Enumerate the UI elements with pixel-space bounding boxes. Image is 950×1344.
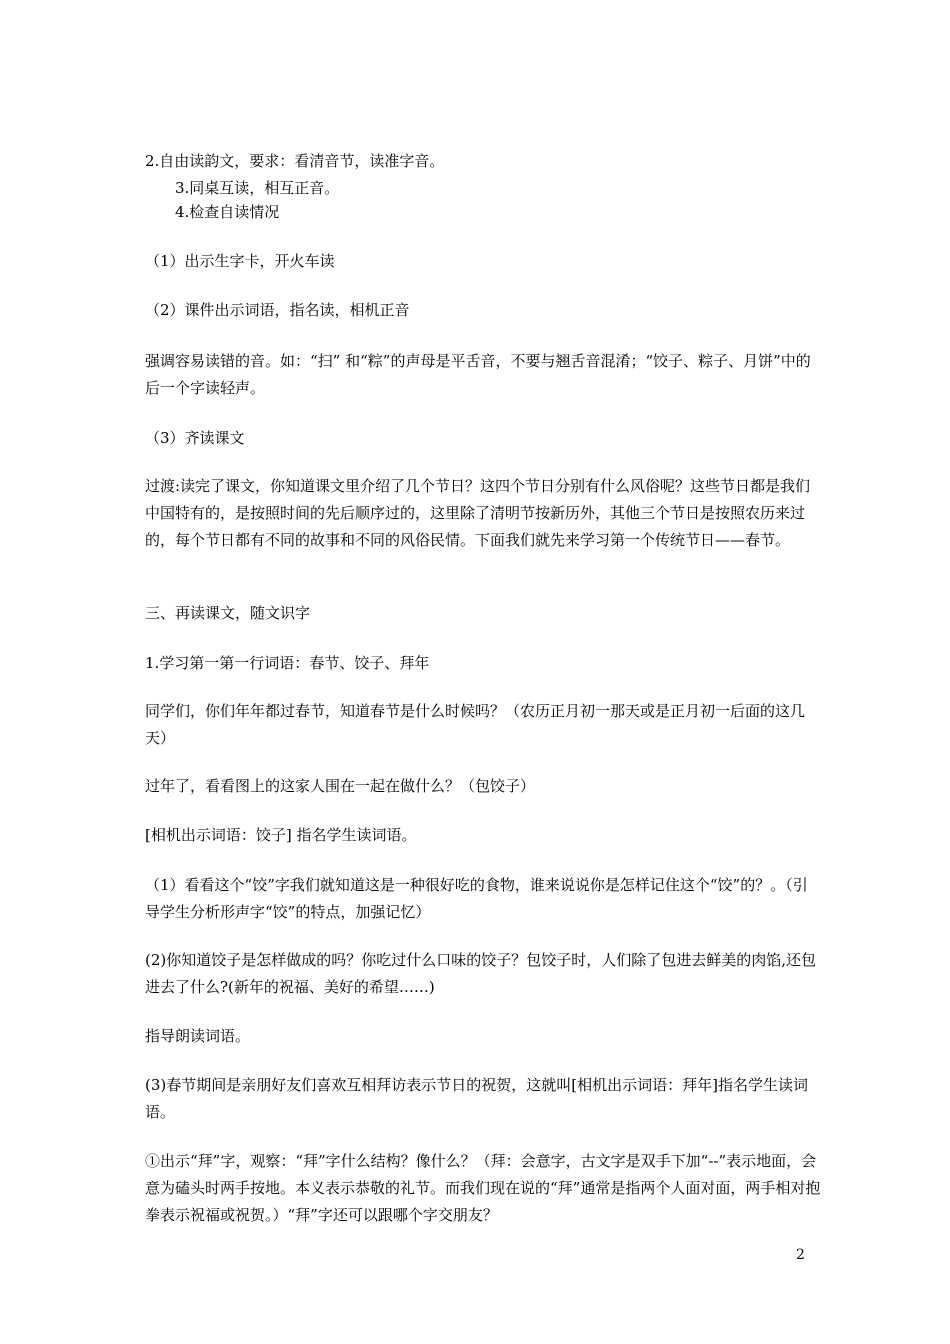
paragraph-spring-festival: 同学们，你们年年都过春节，知道春节是什么时候吗？（农历正月初一那天或是正月初一后面的这几天）	[145, 702, 806, 747]
paragraph-learn-words: 1.学习第一第一行词语：春节、饺子、拜年	[145, 654, 430, 672]
paragraph-sub-3: （3）齐读课文	[145, 429, 245, 447]
paragraph-guide-reading: 指导朗读词语。	[145, 1027, 251, 1045]
paragraph-pronunciation: 强调容易读错的音。如：“扫” 和“粽”的声母是平舌音，不要与翘舌音混淆；“饺子、粽子、月饼”中的后一个字读轻声。	[145, 352, 811, 397]
paragraph-dumplings-picture: 过年了，看看图上的这家人围在一起在做什么？（包饺子）	[145, 777, 536, 795]
paragraph-transition: 过渡:读完了课文，你知道课文里介绍了几个节日？这四个节日分别有什么风俗呢？这些节日都是我们中国特有的，是按照时间的先后顺序过的，这里除了清明节按新历外，其他三个节日是按照农历来过的，每个节日都有不同的故事和不同的风俗民情。下面我们就先来学习第一个传统节日——春节。	[145, 477, 811, 549]
page-number: 2	[796, 1247, 805, 1263]
paragraph-step-3: 3.同桌互读，相互正音。	[175, 179, 340, 197]
paragraph-show-word-jiaozi: [相机出示词语：饺子] 指名学生读词语。	[145, 826, 417, 844]
paragraph-sub-2: （2）课件出示词语，指名读，相机正音	[145, 301, 410, 319]
paragraph-bainian: (3)春节期间是亲朋好友们喜欢互相拜访表示节日的祝贺，这就叫[相机出示词语：拜年]指名学生读词语。	[145, 1076, 808, 1121]
paragraph-step-4: 4.检查自读情况	[175, 203, 280, 221]
section-heading: 三、再读课文，随文识字	[145, 604, 311, 622]
paragraph-sub-1: （1）出示生字卡，开火车读	[145, 252, 335, 270]
paragraph-bai-character: ①出示“拜”字，观察：“拜”字什么结构？像什么？（拜：会意字，古文字是双手下加“--”表示地面，会意为磕头时两手按地。本义表示恭敬的礼节。而我们现在说的“拜”通常是指两个人面对面，两手相对抱拳表示祝福或祝贺。）“拜”字还可以跟哪个字交朋友？	[145, 1152, 821, 1224]
paragraph-how-made: (2)你知道饺子是怎样做成的吗？你吃过什么口味的饺子？包饺子时，人们除了包进去鲜美的肉馅,还包进去了什么?(新年的祝福、美好的希望……)	[145, 951, 817, 996]
paragraph-step-2: 2.自由读韵文，要求：看清音节，读准字音。	[145, 152, 445, 170]
paragraph-jiao-character: （1）看看这个“饺”字我们就知道这是一种很好吃的食物，谁来说说你是怎样记住这个“饺”的？。（引导学生分析形声字“饺”的特点，加强记忆）	[145, 876, 808, 921]
